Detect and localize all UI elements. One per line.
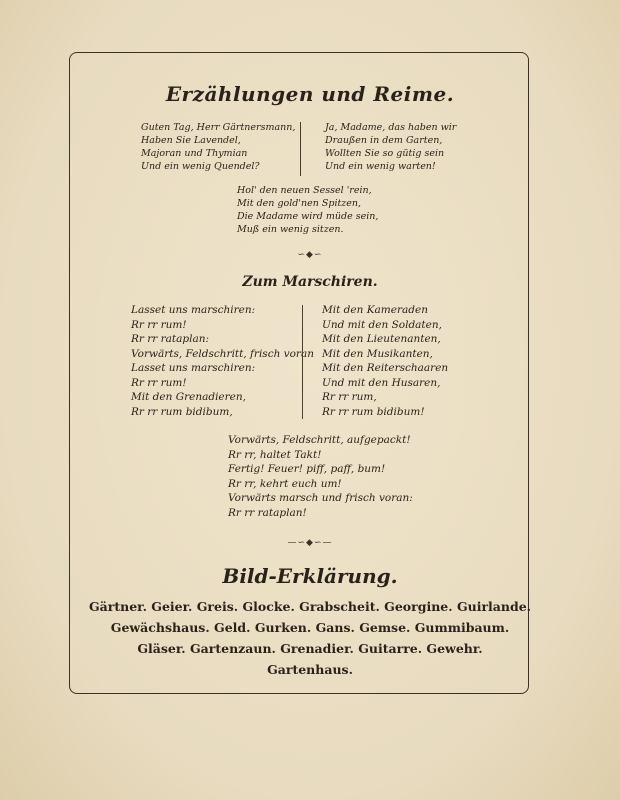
poem1-right-line: Wollten Sie so gütig sein bbox=[325, 148, 445, 159]
poem1-right-line: Draußen in dem Garten, bbox=[325, 135, 443, 146]
poem2-center-line: Vorwärts marsch und frisch voran: bbox=[228, 492, 413, 504]
poem1-right-line: Ja, Madame, das haben wir bbox=[325, 122, 457, 133]
picture-key-words bbox=[80, 596, 540, 680]
poem2-center-line: Rr rr, kehrt euch um! bbox=[228, 477, 342, 490]
word-line: Gärtner. Geier. Greis. Glocke. Grabscheit. Georgine. Guirlande. bbox=[88, 599, 532, 614]
poem1-right-line: Und ein wenig warten! bbox=[325, 161, 436, 172]
poem1-left-stanza bbox=[141, 121, 295, 173]
poem2-center-line: Rr rr rataplan! bbox=[228, 506, 307, 519]
poem2-right-line: Rr rr rum, bbox=[322, 391, 377, 403]
poem2-left-line: Lasset uns marschiren: bbox=[131, 304, 256, 316]
poem2-center-line: Vorwärts, Feldschritt, aufgepackt! bbox=[228, 434, 411, 446]
poem1-center-line: Mit den gold'nen Spitzen, bbox=[237, 198, 362, 209]
poem2-right-line: Und mit den Husaren, bbox=[322, 376, 441, 389]
poem2-right-line: Mit den Musikanten, bbox=[322, 347, 433, 360]
poem2-right-line: Mit den Lieutenanten, bbox=[322, 333, 441, 345]
poem1-left-line: Guten Tag, Herr Gärtnersmann, bbox=[141, 122, 296, 133]
poem2-left-line: Rr rr rataplan: bbox=[131, 333, 210, 345]
word-line: Gewächshaus. Geld. Gurken. Gans. Gemse. Gummibaum. bbox=[110, 620, 510, 635]
ornament-divider: —∽◆∽— bbox=[287, 538, 333, 548]
word-line: Gläser. Gartenzaun. Grenadier. Guitarre. Gewehr. bbox=[137, 641, 483, 656]
poem2-center-line: Fertig! Feuer! piff, paff, bum! bbox=[228, 463, 386, 475]
poem1-center-stanza bbox=[237, 184, 378, 236]
poem2-left-line: Mit den Grenadieren, bbox=[131, 391, 246, 403]
poem1-left-line: Und ein wenig Quendel? bbox=[141, 161, 260, 172]
poem1-left-line: Majoran und Thymian bbox=[141, 148, 248, 159]
poem2-left-line: Rr rr rum bidibum, bbox=[131, 405, 233, 418]
poem1-center-line: Die Madame wird müde sein, bbox=[237, 211, 379, 222]
poem1-center-line: Muß ein wenig sitzen. bbox=[237, 224, 344, 235]
poem1-divider bbox=[300, 122, 301, 176]
poem2-left-stanza bbox=[131, 303, 314, 419]
poem2-left-line: Rr rr rum! bbox=[131, 318, 187, 331]
poem2-left-line: Lasset uns marschiren: bbox=[131, 362, 256, 374]
poem1-right-stanza bbox=[325, 121, 456, 173]
page-title: Erzählungen und Reime. bbox=[165, 82, 455, 106]
poem2-divider bbox=[302, 305, 303, 419]
ornament-divider: ∽◆∽ bbox=[297, 250, 323, 260]
poem2-center-line: Rr rr, haltet Takt! bbox=[228, 448, 322, 461]
poem1-center-line: Hol' den neuen Sessel 'rein, bbox=[237, 185, 372, 196]
word-line: Gartenhaus. bbox=[267, 662, 353, 677]
poem2-left-line: Rr rr rum! bbox=[131, 376, 187, 389]
poem2-right-stanza bbox=[322, 303, 448, 419]
section-title-marschiren: Zum Marschiren. bbox=[242, 274, 378, 290]
poem1-left-line: Haben Sie Lavendel, bbox=[141, 135, 241, 146]
section-title-bild-erklaerung: Bild-Erklärung. bbox=[222, 564, 398, 588]
poem2-right-line: Mit den Kameraden bbox=[322, 304, 428, 316]
poem2-center-stanza bbox=[228, 433, 413, 520]
poem2-left-line: Vorwärts, Feldschritt, frisch voran bbox=[131, 347, 314, 360]
poem2-right-line: Rr rr rum bidibum! bbox=[322, 405, 425, 418]
poem2-right-line: Mit den Reiterschaaren bbox=[322, 362, 449, 374]
poem2-right-line: Und mit den Soldaten, bbox=[322, 318, 442, 331]
